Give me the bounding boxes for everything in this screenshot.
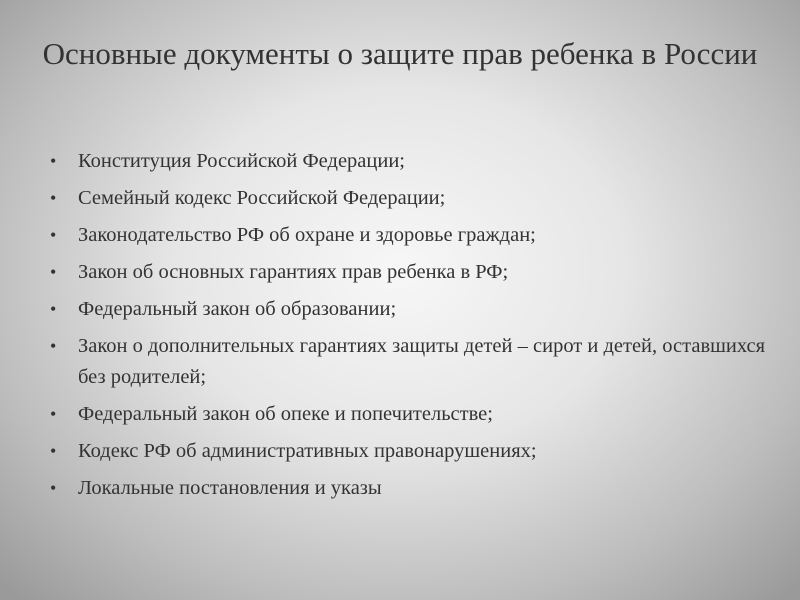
bullet-icon: •	[50, 336, 57, 356]
list-item-text: Кодекс РФ об административных правонарушениях;	[78, 440, 537, 462]
list-item	[48, 473, 768, 504]
bullet-icon: •	[50, 151, 57, 171]
list-item-text: Федеральный закон об образовании;	[78, 298, 397, 320]
bullet-icon: •	[50, 188, 57, 208]
bullet-icon: •	[50, 225, 57, 245]
list-item	[48, 294, 768, 325]
bullet-icon: •	[50, 478, 57, 498]
bullet-icon: •	[50, 404, 57, 424]
list-item-text: Закон об основных гарантиях прав ребенка в РФ;	[78, 261, 509, 283]
list-item	[48, 331, 768, 393]
list-item	[48, 257, 768, 288]
bullet-icon: •	[50, 441, 57, 461]
slide-title: Основные документы о защите прав ребенка в России	[42, 36, 758, 71]
list-item-text: Локальные постановления и указы	[78, 477, 382, 499]
list-item-text: Конституция Российской Федерации;	[78, 150, 405, 172]
bullet-list	[48, 146, 768, 510]
list-item-text: Закон о дополнительных гарантиях защиты детей – сирот и детей, оставшихся без родителей;	[78, 335, 766, 388]
bullet-icon: •	[50, 262, 57, 282]
list-item	[48, 220, 768, 251]
bullet-icon: •	[50, 299, 57, 319]
list-item	[48, 399, 768, 430]
list-item-text: Семейный кодекс Российской Федерации;	[78, 187, 446, 209]
list-item-text: Законодательство РФ об охране и здоровье граждан;	[78, 224, 536, 246]
list-item	[48, 146, 768, 177]
list-item	[48, 183, 768, 214]
list-item	[48, 436, 768, 467]
list-item-text: Федеральный закон об опеке и попечительстве;	[78, 403, 493, 425]
